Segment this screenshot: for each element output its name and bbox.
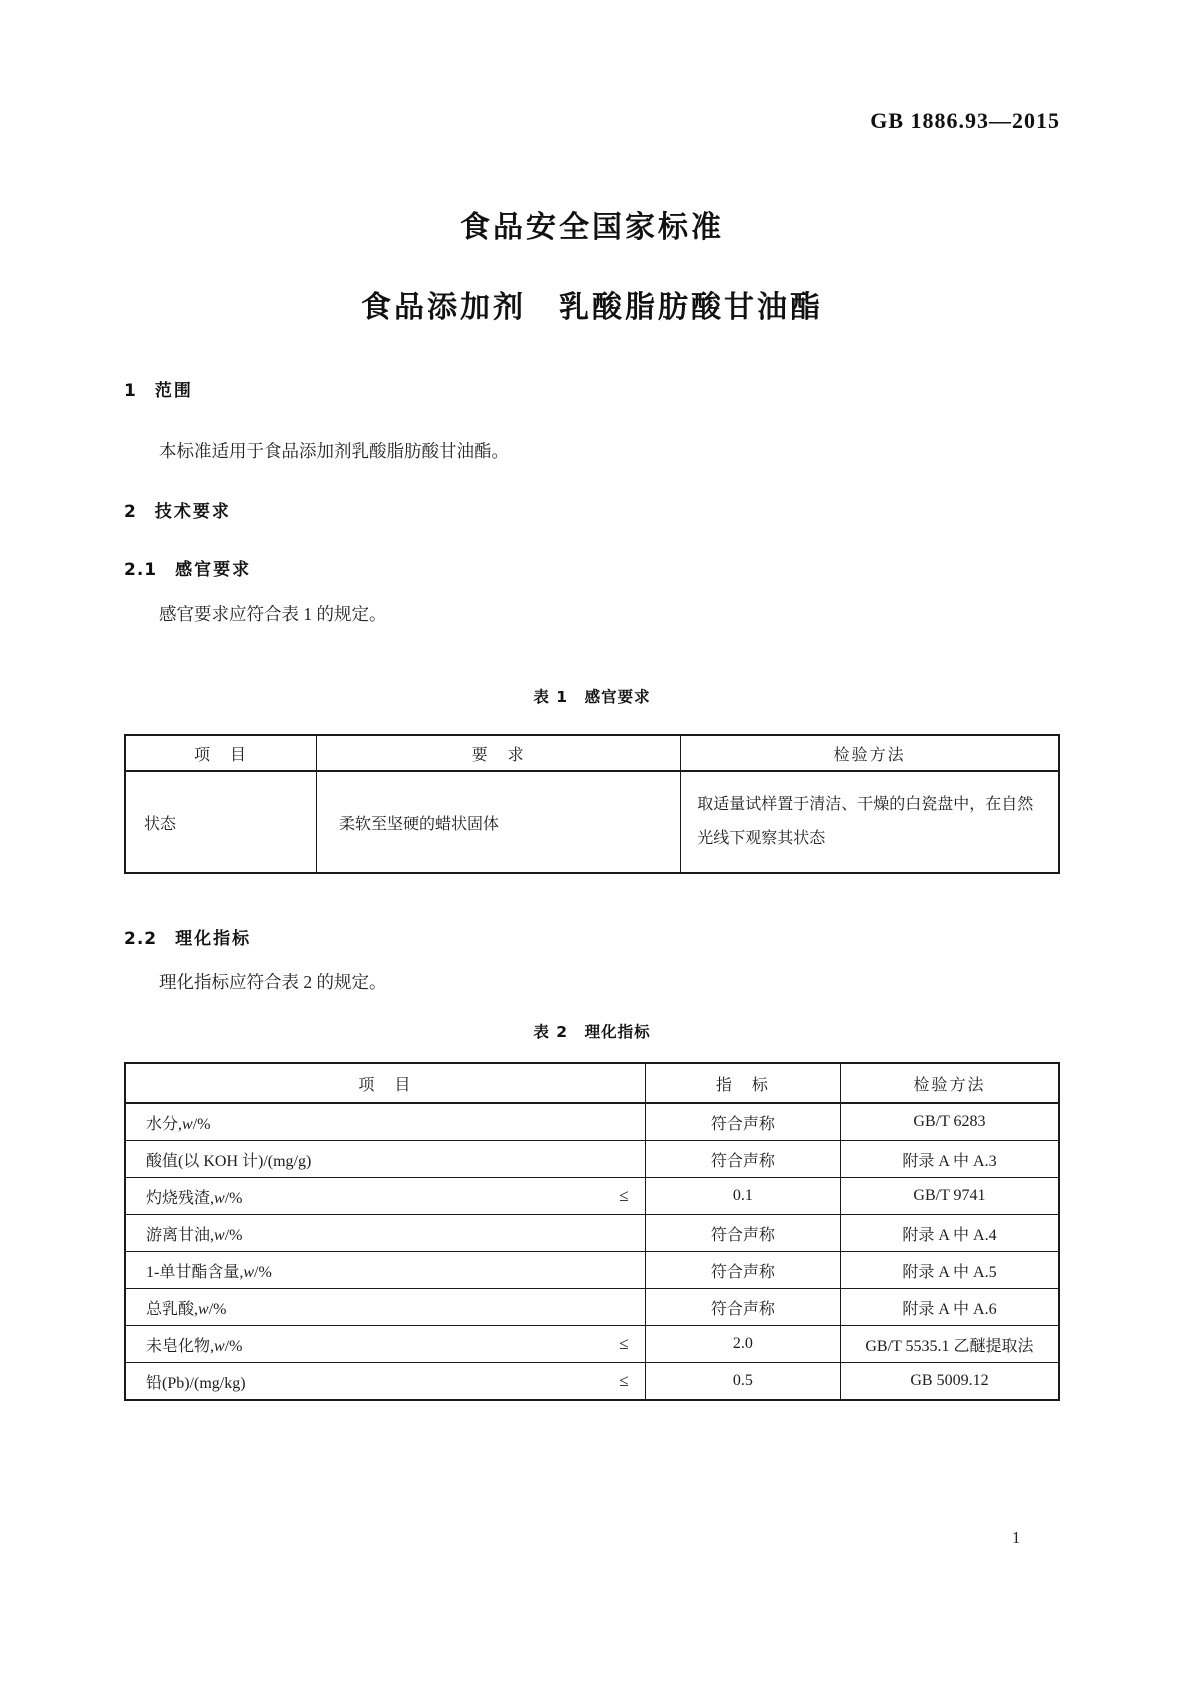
table-1-header-method: 检验方法 [681, 735, 1059, 771]
table-row [125, 1178, 1059, 1215]
test-method: GB/T 6283 [840, 1103, 1059, 1141]
item-residue-on-ignition: 灼烧残渣,w/% ≤ [146, 1186, 629, 1207]
item-monoglyceride-content: 1-单甘酯含量,w/% [146, 1263, 272, 1281]
item-moisture: 水分,w/% [146, 1115, 211, 1133]
scope-paragraph: 本标准适用于食品添加剂乳酸脂肪酸甘油酯。 [159, 441, 509, 461]
table-1-cell-requirement: 柔软至坚硬的蜡状固体 [316, 771, 680, 873]
test-method: GB/T 5535.1 乙醚提取法 [840, 1326, 1059, 1363]
table-2-header-index: 指 标 [645, 1063, 840, 1103]
table-1-cell-method: 取适量试样置于清洁、干燥的白瓷盘中，在自然光线下观察其状态 [681, 771, 1059, 873]
item-free-glycerol: 游离甘油,w/% [146, 1226, 243, 1244]
section-2-heading [124, 497, 1060, 522]
test-method: GB/T 9741 [840, 1178, 1059, 1215]
table-2-header-row [125, 1063, 1059, 1103]
section-2-2-heading [124, 924, 1060, 949]
section-1-number: 1 [124, 381, 137, 401]
table-row [125, 1289, 1059, 1326]
table-physicochemical-indexes [124, 1062, 1060, 1401]
page-content [124, 108, 1060, 1401]
section-2-2-number: 2.2 [124, 929, 158, 949]
index-value: 符合声称 [645, 1252, 840, 1289]
table-1-header-requirement: 要 求 [316, 735, 680, 771]
section-2-number: 2 [124, 502, 137, 522]
table-row [125, 1215, 1059, 1252]
item-acid-value: 酸值(以 KOH 计)/(mg/g) [146, 1152, 312, 1170]
test-method: 附录 A 中 A.4 [840, 1215, 1059, 1252]
item-unsaponifiable-matter: 未皂化物,w/% ≤ [146, 1334, 629, 1355]
document-title-line1: 食品安全国家标准 [460, 210, 724, 245]
physchem-paragraph: 理化指标应符合表 2 的规定。 [159, 972, 387, 992]
section-2-1-heading [124, 555, 1060, 580]
table-1-header-item: 项 目 [125, 735, 316, 771]
sensory-paragraph: 感官要求应符合表 1 的规定。 [159, 604, 387, 624]
table-row [125, 1141, 1059, 1178]
table-2-header-method: 检验方法 [840, 1063, 1059, 1103]
section-2-1-title: 感官要求 [175, 560, 252, 580]
table-2-header-item: 项 目 [125, 1063, 645, 1103]
table-2-caption: 表 2 理化指标 [533, 1023, 651, 1041]
table-row [125, 1363, 1059, 1401]
index-value: 符合声称 [645, 1289, 840, 1326]
standard-code: GB 1886.93—2015 [870, 108, 1060, 133]
item-lead: 铅(Pb)/(mg/kg) ≤ [146, 1371, 629, 1392]
section-1-heading [124, 376, 1060, 401]
index-value: 0.5 [645, 1363, 840, 1401]
section-2-1-number: 2.1 [124, 560, 158, 580]
le-operator: ≤ [619, 1371, 629, 1390]
section-2-title: 技术要求 [154, 502, 231, 522]
document-title-line2: 食品添加剂 乳酸脂肪酸甘油酯 [361, 290, 823, 325]
table-row [125, 771, 1059, 873]
test-method: 附录 A 中 A.3 [840, 1141, 1059, 1178]
index-value: 0.1 [645, 1178, 840, 1215]
test-method: 附录 A 中 A.5 [840, 1252, 1059, 1289]
table-1-caption: 表 1 感官要求 [533, 688, 651, 706]
table-row [125, 1252, 1059, 1289]
index-value: 符合声称 [645, 1103, 840, 1141]
section-1-title: 范围 [154, 381, 193, 401]
table-1-cell-item: 状态 [125, 771, 316, 873]
table-1-header-row [125, 735, 1059, 771]
table-sensory-requirements [124, 734, 1060, 874]
page-number: 1 [1012, 1528, 1021, 1547]
table-row [125, 1103, 1059, 1141]
le-operator: ≤ [619, 1186, 629, 1205]
index-value: 符合声称 [645, 1141, 840, 1178]
test-method: 附录 A 中 A.6 [840, 1289, 1059, 1326]
test-method: GB 5009.12 [840, 1363, 1059, 1401]
le-operator: ≤ [619, 1334, 629, 1353]
index-value: 符合声称 [645, 1215, 840, 1252]
index-value: 2.0 [645, 1326, 840, 1363]
item-total-lactic-acid: 总乳酸,w/% [146, 1300, 227, 1318]
section-2-2-title: 理化指标 [175, 929, 252, 949]
table-row [125, 1326, 1059, 1363]
